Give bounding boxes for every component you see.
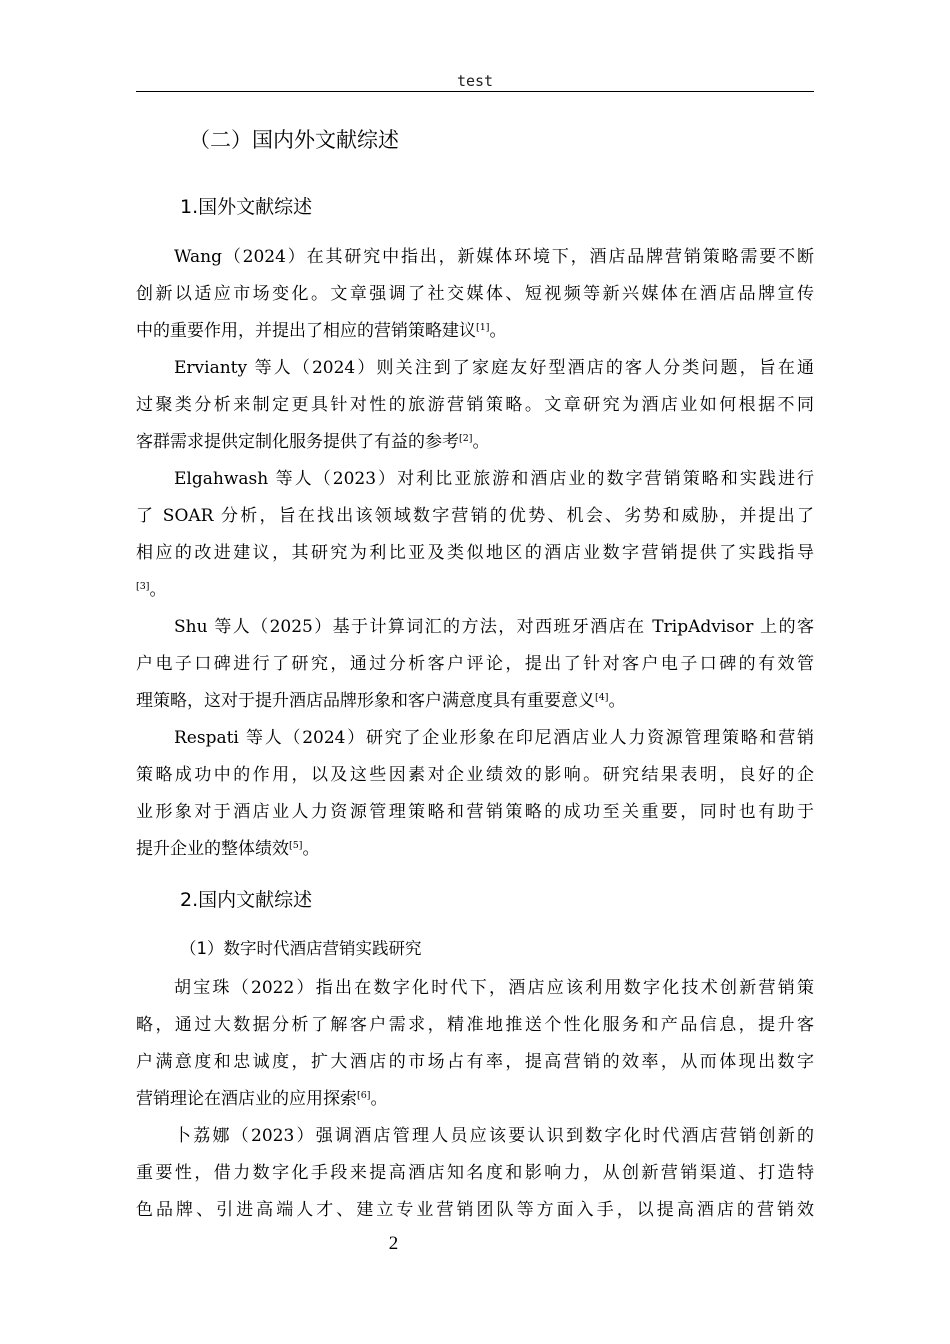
paragraph-6-line-2: 略，通过大数据分析了解客户需求，精准地推送个性化服务和产品信息，提升客 bbox=[136, 1015, 814, 1035]
section-title: （二）国内外文献综述 bbox=[189, 128, 399, 152]
paragraph-6-end: 。 bbox=[370, 1089, 388, 1109]
paragraph-2-line-3 bbox=[136, 424, 814, 461]
header-rule bbox=[136, 91, 814, 92]
paragraph-2-line-1: Ervianty 等人（2024）则关注到了家庭友好型酒店的客人分类问题，旨在通 bbox=[174, 358, 814, 378]
citation-3[interactable]: [3] bbox=[136, 581, 150, 592]
citation-5[interactable]: [5] bbox=[289, 840, 303, 851]
paragraph-3-line-1: Elgahwash 等人（2023）对利比亚旅游和酒店业的数字营销策略和实践进行 bbox=[174, 469, 814, 489]
paragraph-5-end: 。 bbox=[302, 839, 320, 859]
paragraph-1-line-3-text: 中的重要作用，并提出了相应的营销策略建议 bbox=[136, 321, 476, 341]
paragraph-3-line-3: 相应的改进建议，其研究为利比亚及类似地区的酒店业数字营销提供了实践指导 bbox=[136, 543, 814, 563]
paragraph-4-end: 。 bbox=[608, 691, 626, 711]
paragraph-3-line-4 bbox=[136, 572, 814, 609]
paragraph-5-line-3: 业形象对于酒店业人力资源管理策略和营销策略的成功至关重要，同时也有助于 bbox=[136, 802, 814, 822]
paragraph-4-line-1: Shu 等人（2025）基于计算词汇的方法，对西班牙酒店在 TripAdvisor 上的客 bbox=[174, 617, 814, 637]
paragraph-3-end: 。 bbox=[149, 580, 167, 600]
paragraph-2-line-2: 过聚类分析来制定更具针对性的旅游营销策略。文章研究为酒店业如何根据不同 bbox=[136, 395, 814, 415]
paragraph-6-line-1: 胡宝珠（2022）指出在数字化时代下，酒店应该利用数字化技术创新营销策 bbox=[174, 978, 814, 998]
citation-6[interactable]: [6] bbox=[357, 1090, 371, 1101]
paragraph-7-line-3: 色品牌、引进高端人才、建立专业营销团队等方面入手，以提高酒店的营销效 bbox=[136, 1200, 814, 1220]
paragraph-1-end: 。 bbox=[489, 321, 507, 341]
paragraph-4-line-3 bbox=[136, 683, 814, 720]
paragraph-6-line-4 bbox=[136, 1081, 814, 1118]
paragraph-6-line-3: 户满意度和忠诚度，扩大酒店的市场占有率，提高营销的效率，从而体现出数字 bbox=[136, 1052, 814, 1072]
paragraph-5-line-4-text: 提升企业的整体绩效 bbox=[136, 839, 289, 859]
paragraph-2-line-3-text: 客群需求提供定制化服务提供了有益的参考 bbox=[136, 432, 459, 452]
paragraph-7-line-1: 卜荔娜（2023）强调酒店管理人员应该要认识到数字化时代酒店营销创新的 bbox=[174, 1126, 814, 1146]
page-header: test bbox=[456, 72, 494, 90]
paragraph-6-line-4-text: 营销理论在酒店业的应用探索 bbox=[136, 1089, 357, 1109]
paragraph-5-line-1: Respati 等人（2024）研究了企业形象在印尼酒店业人力资源管理策略和营销 bbox=[174, 728, 814, 748]
citation-2[interactable]: [2] bbox=[459, 433, 473, 444]
paragraph-5-line-4 bbox=[136, 831, 814, 868]
paragraph-3-line-2: 了 SOAR 分析，旨在找出该领域数字营销的优势、机会、劣势和威胁，并提出了 bbox=[136, 506, 814, 526]
subsection-title-domestic: 2.国内文献综述 bbox=[180, 889, 313, 911]
paragraph-5-line-2: 策略成功中的作用，以及这些因素对企业绩效的影响。研究结果表明，良好的企 bbox=[136, 765, 814, 785]
paragraph-4-line-3-text: 理策略，这对于提升酒店品牌形象和客户满意度具有重要意义 bbox=[136, 691, 595, 711]
subsubsection-title-digital-marketing: （1）数字时代酒店营销实践研究 bbox=[180, 939, 422, 958]
paragraph-1-line-1: Wang（2024）在其研究中指出，新媒体环境下，酒店品牌营销策略需要不断 bbox=[174, 247, 814, 267]
paragraph-1-line-2: 创新以适应市场变化。文章强调了社交媒体、短视频等新兴媒体在酒店品牌宣传 bbox=[136, 284, 814, 304]
paragraph-1-line-3 bbox=[136, 313, 814, 350]
subsection-title-foreign: 1.国外文献综述 bbox=[180, 196, 313, 218]
citation-4[interactable]: [4] bbox=[595, 692, 609, 703]
paragraph-4-line-2: 户电子口碑进行了研究，通过分析客户评论，提出了针对客户电子口碑的有效管 bbox=[136, 654, 814, 674]
paragraph-2-end: 。 bbox=[472, 432, 490, 452]
paragraph-7-line-2: 重要性，借力数字化手段来提高酒店知名度和影响力，从创新营销渠道、打造特 bbox=[136, 1163, 814, 1183]
page-number: 2 bbox=[388, 1233, 399, 1254]
citation-1[interactable]: [1] bbox=[476, 322, 490, 333]
